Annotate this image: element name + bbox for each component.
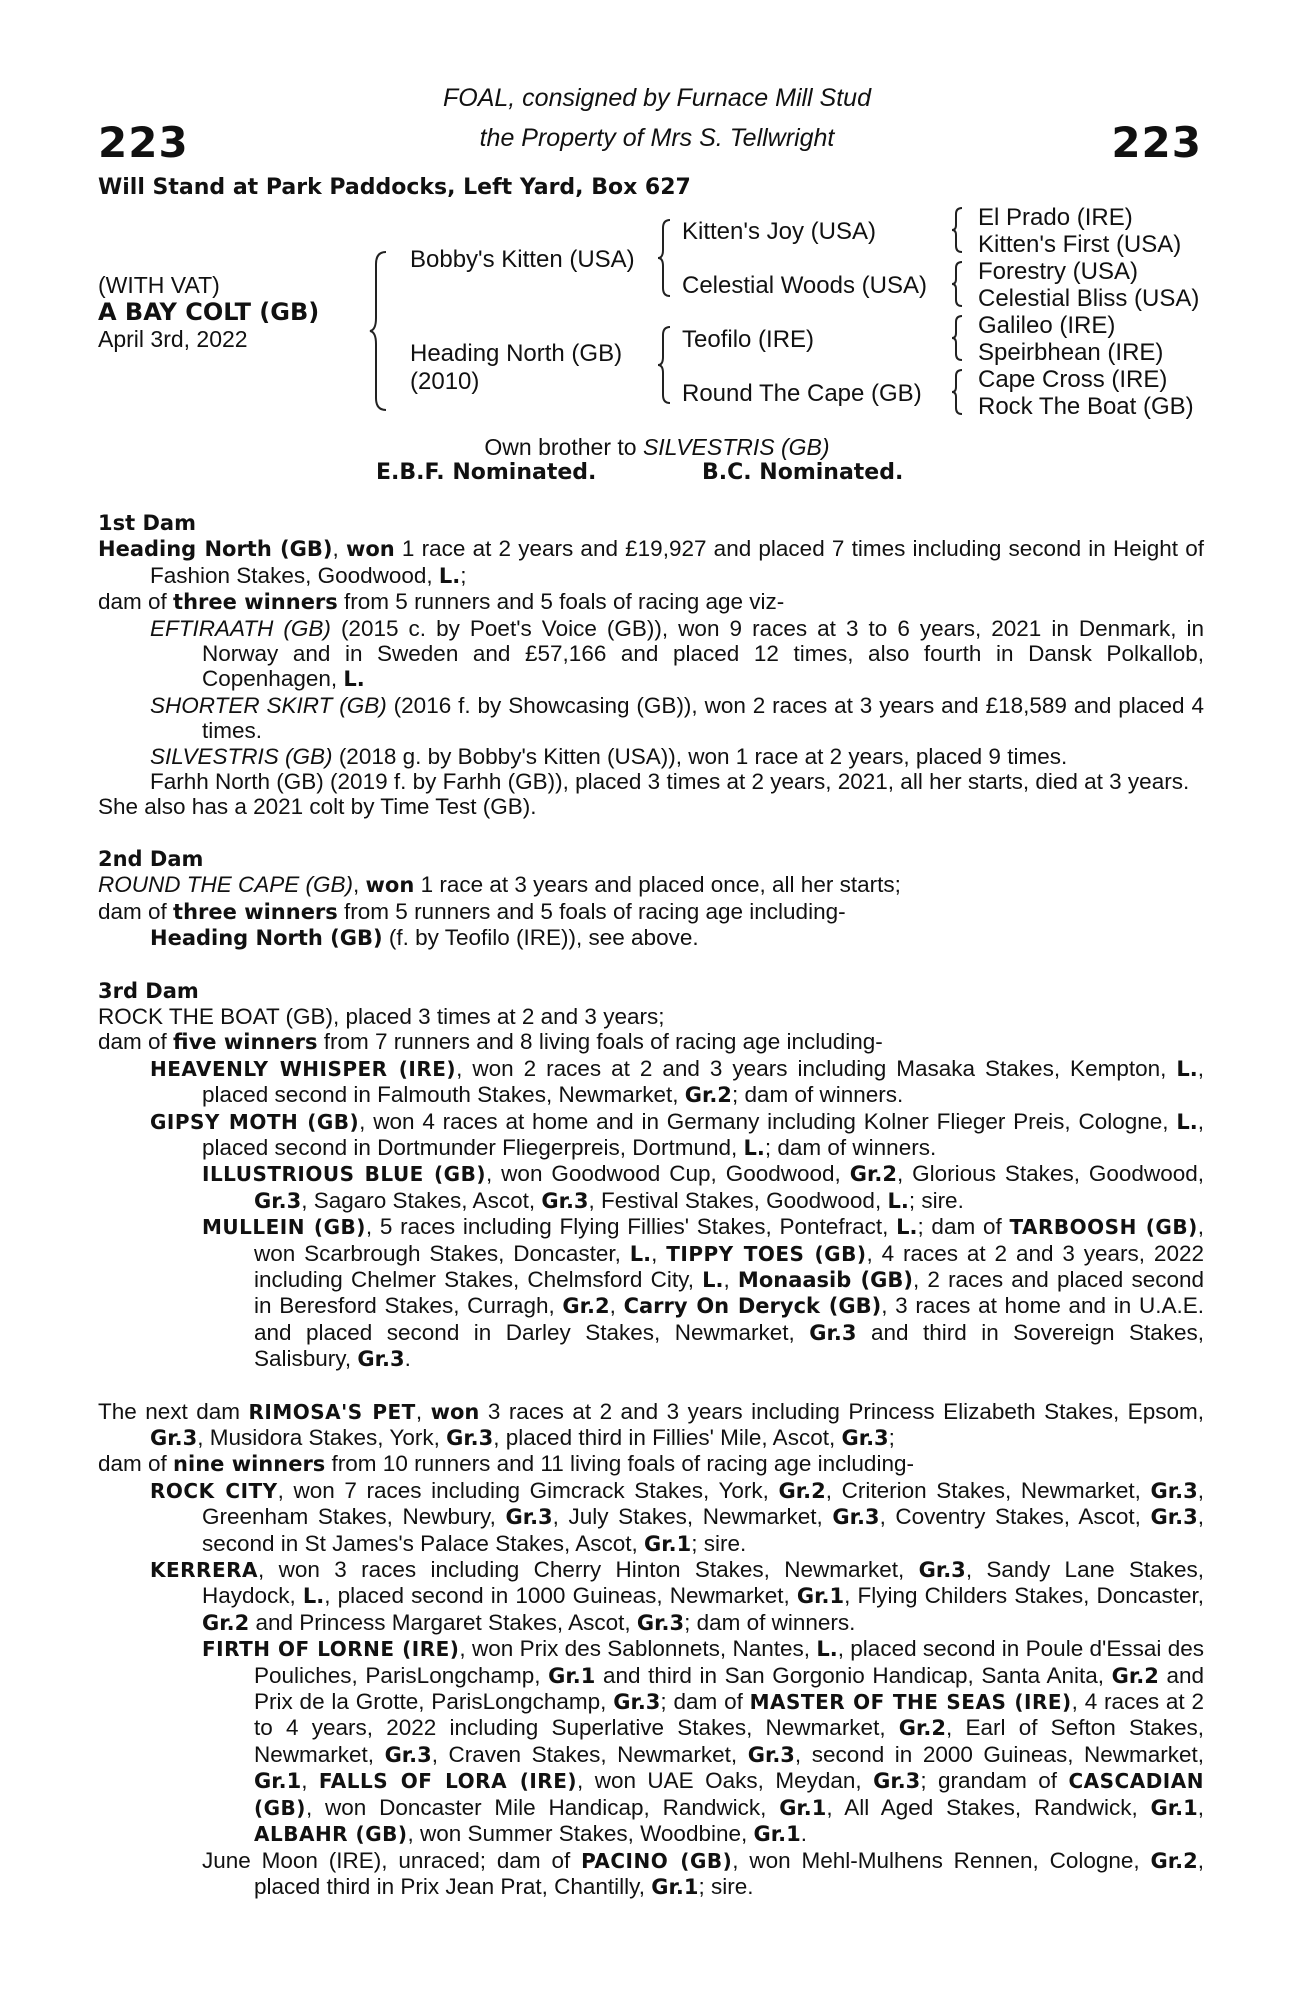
produce-eftiraath: EFTIRAATH (GB) (2015 c. by Poet's Voice (GB)), won 9 races at 3 to 6 years, 2021 in Denmark, in Norway and in Sweden and £57,166 and placed 12 times, also fourth in Dansk Polkallob, Copenhagen, L. [150, 615, 1205, 692]
catalogue-body [98, 510, 1204, 1900]
first-dam-produce-summary: dam of three winners from 5 runners and 5 foals of racing age viz- [98, 589, 785, 615]
third-dam-produce-summary: dam of five winners from 7 runners and 8 living foals of racing age including- [98, 1029, 883, 1055]
entry-heavenly-whisper: HEAVENLY WHISPER (IRE), won 2 races at 2 and 3 years including Masaka Stakes, Kempton, L., placed second in Falmouth Stakes, Newmarket, Gr.2; dam of winners. [150, 1055, 1204, 1108]
first-dam-also: She also has a 2021 colt by Time Test (GB). [98, 794, 537, 820]
produce-farhh-north: Farhh North (GB) (2019 f. by Farhh (GB)), placed 3 times at 2 years, 2021, all her starts, died at 3 years. [150, 769, 1190, 795]
entry-kerrera: KERRERA, won 3 races including Cherry Hinton Stakes, Newmarket, Gr.3, Sandy Lane Stakes, Haydock, L., placed second in 1000 Guineas, Newmarket, Gr.1, Flying Childers Stakes, Doncaster, Gr.2 and Princess Margaret Stakes, Ascot, Gr.3; dam of winners. [150, 1557, 1204, 1635]
pedigree-dss: Galileo (IRE) [978, 312, 1116, 339]
entry-illustrious-blue: ILLUSTRIOUS BLUE (GB), won Goodwood Cup, Goodwood, Gr.2, Glorious Stakes, Goodwood, Gr.3, Sagaro Stakes, Ascot, Gr.3, Festival Stakes, Goodwood, L.; sire. [202, 1161, 1204, 1213]
bc-nomination: B.C. Nominated. [702, 460, 904, 485]
lot-number-left: 223 [98, 118, 189, 167]
pedigree-brace-sd [950, 260, 964, 308]
consignor-line-1: FOAL, consigned by Furnace Mill Stud [443, 84, 871, 112]
pedigree-brace-dam [656, 325, 672, 405]
pedigree-dds: Cape Cross (IRE) [978, 366, 1168, 393]
entry-gipsy-moth: GIPSY MOTH (GB), won 4 races at home and in Germany including Kolner Flieger Preis, Cologne, L., placed second in Dortmunder Fliegerpreis, Dortmund, L.; dam of winners. [150, 1108, 1204, 1160]
produce-silvestris: SILVESTRIS (GB) (2018 g. by Bobby's Kitten (USA)), won 1 race at 2 years, placed 9 times. [150, 743, 1068, 769]
foaling-date: April 3rd, 2022 [98, 326, 248, 352]
second-dam-produce-summary: dam of three winners from 5 runners and 5 foals of racing age including- [98, 898, 846, 924]
pedigree-dam: Heading North (GB) [410, 340, 623, 367]
pedigree-ssd: Kitten's First (USA) [978, 231, 1182, 258]
pedigree-brace-dd [950, 368, 964, 416]
pedigree-brace-sire [656, 218, 672, 298]
pedigree-sire-sire: Kitten's Joy (USA) [682, 218, 876, 245]
pedigree-brace-ss [950, 206, 964, 254]
horse-name: A BAY COLT (GB) [98, 298, 320, 326]
consignor-line-2: the Property of Mrs S. Tellwright [479, 124, 835, 152]
lot-number-right: 223 [1111, 118, 1202, 167]
pedigree-sire-dam: Celestial Woods (USA) [682, 272, 927, 299]
entry-mullein: MULLEIN (GB), 5 races including Flying Fillies' Stakes, Pontefract, L.; dam of TARBOOSH (GB), won Scarbrough Stakes, Doncaster, L., TIPPY TOES (GB), 4 races at 2 and 3 years, 2022 including Chelmer Stakes, Chelmsford City, L., Monaasib (GB), 2 races and placed second in Beresford Stakes, Curragh, Gr.2, Carry On Deryck (GB), 3 races at home and in U.A.E. and placed second in Darley Stakes, Newmarket, Gr.3 and third in Sovereign Stakes, Salisbury, Gr.3. [202, 1214, 1205, 1372]
section-heading-3rd-dam: 3rd Dam [98, 978, 199, 1003]
pedigree-sss: El Prado (IRE) [978, 204, 1133, 231]
pedigree-dam-sire: Teofilo (IRE) [682, 326, 815, 353]
pedigree-dam-year: (2010) [410, 368, 480, 395]
pedigree-dsd: Speirbhean (IRE) [978, 339, 1164, 366]
produce-shorter-skirt: SHORTER SKIRT (GB) (2016 f. by Showcasing (GB)), won 2 races at 3 years and £18,589 and placed 4 times. [150, 692, 1204, 744]
pedigree-ddd: Rock The Boat (GB) [978, 393, 1194, 420]
pedigree-brace-main [368, 250, 390, 412]
next-dam-summary: The next dam RIMOSA'S PET, won 3 races at 2 and 3 years including Princess Elizabeth Stakes, Epsom, Gr.3, Musidora Stakes, York, Gr.3, placed third in Fillies' Mile, Ascot, Gr.3; [98, 1398, 1204, 1450]
ebf-nomination: E.B.F. Nominated. [376, 460, 597, 485]
second-dam-summary: ROUND THE CAPE (GB), won 1 race at 3 years and placed once, all her starts; [98, 872, 901, 898]
stable-location: Will Stand at Park Paddocks, Left Yard, Box 627 [98, 175, 691, 200]
section-heading-2nd-dam: 2nd Dam [98, 846, 204, 871]
pedigree-dam-dam: Round The Cape (GB) [682, 380, 922, 407]
pedigree-sds: Forestry (USA) [978, 258, 1139, 285]
pedigree-brace-ds [950, 314, 964, 362]
entry-firth-of-lorne: FIRTH OF LORNE (IRE), won Prix des Sablonnets, Nantes, L., placed second in Poule d'Essai des Pouliches, ParisLongchamp, Gr.1 and third in San Gorgonio Handicap, Santa Anita, Gr.2 and Prix de la Grotte, ParisLongchamp, Gr.3; dam of MASTER OF THE SEAS (IRE), 4 races at 2 to 4 years, 2022 including Superlative Stakes, Newmarket, Gr.2, Earl of Sefton Stakes, Newmarket, Gr.3, Craven Stakes, Newmarket, Gr.3, second in 2000 Guineas, Newmarket, Gr.1, FALLS OF LORA (IRE), won UAE Oaks, Meydan, Gr.3; grandam of CASCADIAN (GB), won Doncaster Mile Handicap, Randwick, Gr.1, All Aged Stakes, Randwick, Gr.1, ALBAHR (GB), won Summer Stakes, Woodbine, Gr.1. [202, 1636, 1204, 1847]
first-dam-summary: Heading North (GB), won 1 race at 2 years and £19,927 and placed 7 times including second in Height of Fashion Stakes, Goodwood, L.; [98, 536, 1204, 588]
entry-june-moon: June Moon (IRE), unraced; dam of PACINO (GB), won Mehl-Mulhens Rennen, Cologne, Gr.2, placed third in Prix Jean Prat, Chantilly, Gr.1; sire. [202, 1847, 1204, 1899]
section-heading-1st-dam: 1st Dam [98, 511, 196, 535]
pedigree-sdd: Celestial Bliss (USA) [978, 285, 1200, 312]
next-dam-produce-summary: dam of nine winners from 10 runners and 11 living foals of racing age including- [98, 1451, 914, 1477]
entry-rock-city: ROCK CITY, won 7 races including Gimcrack Stakes, York, Gr.2, Criterion Stakes, Newmarket, Gr.3, Greenham Stakes, Newbury, Gr.3, July Stakes, Newmarket, Gr.3, Coventry Stakes, Ascot, Gr.3, second in St James's Palace Stakes, Ascot, Gr.1; sire. [150, 1477, 1204, 1556]
pedigree-sire: Bobby's Kitten (USA) [410, 246, 635, 273]
third-dam-summary: ROCK THE BOAT (GB), placed 3 times at 2 and 3 years; [98, 1003, 665, 1029]
vat-label: (WITH VAT) [98, 272, 220, 298]
brother-note: Own brother to SILVESTRIS (GB) [484, 434, 830, 460]
second-dam-produce-heading-north: Heading North (GB) (f. by Teofilo (IRE)), see above. [150, 925, 699, 951]
